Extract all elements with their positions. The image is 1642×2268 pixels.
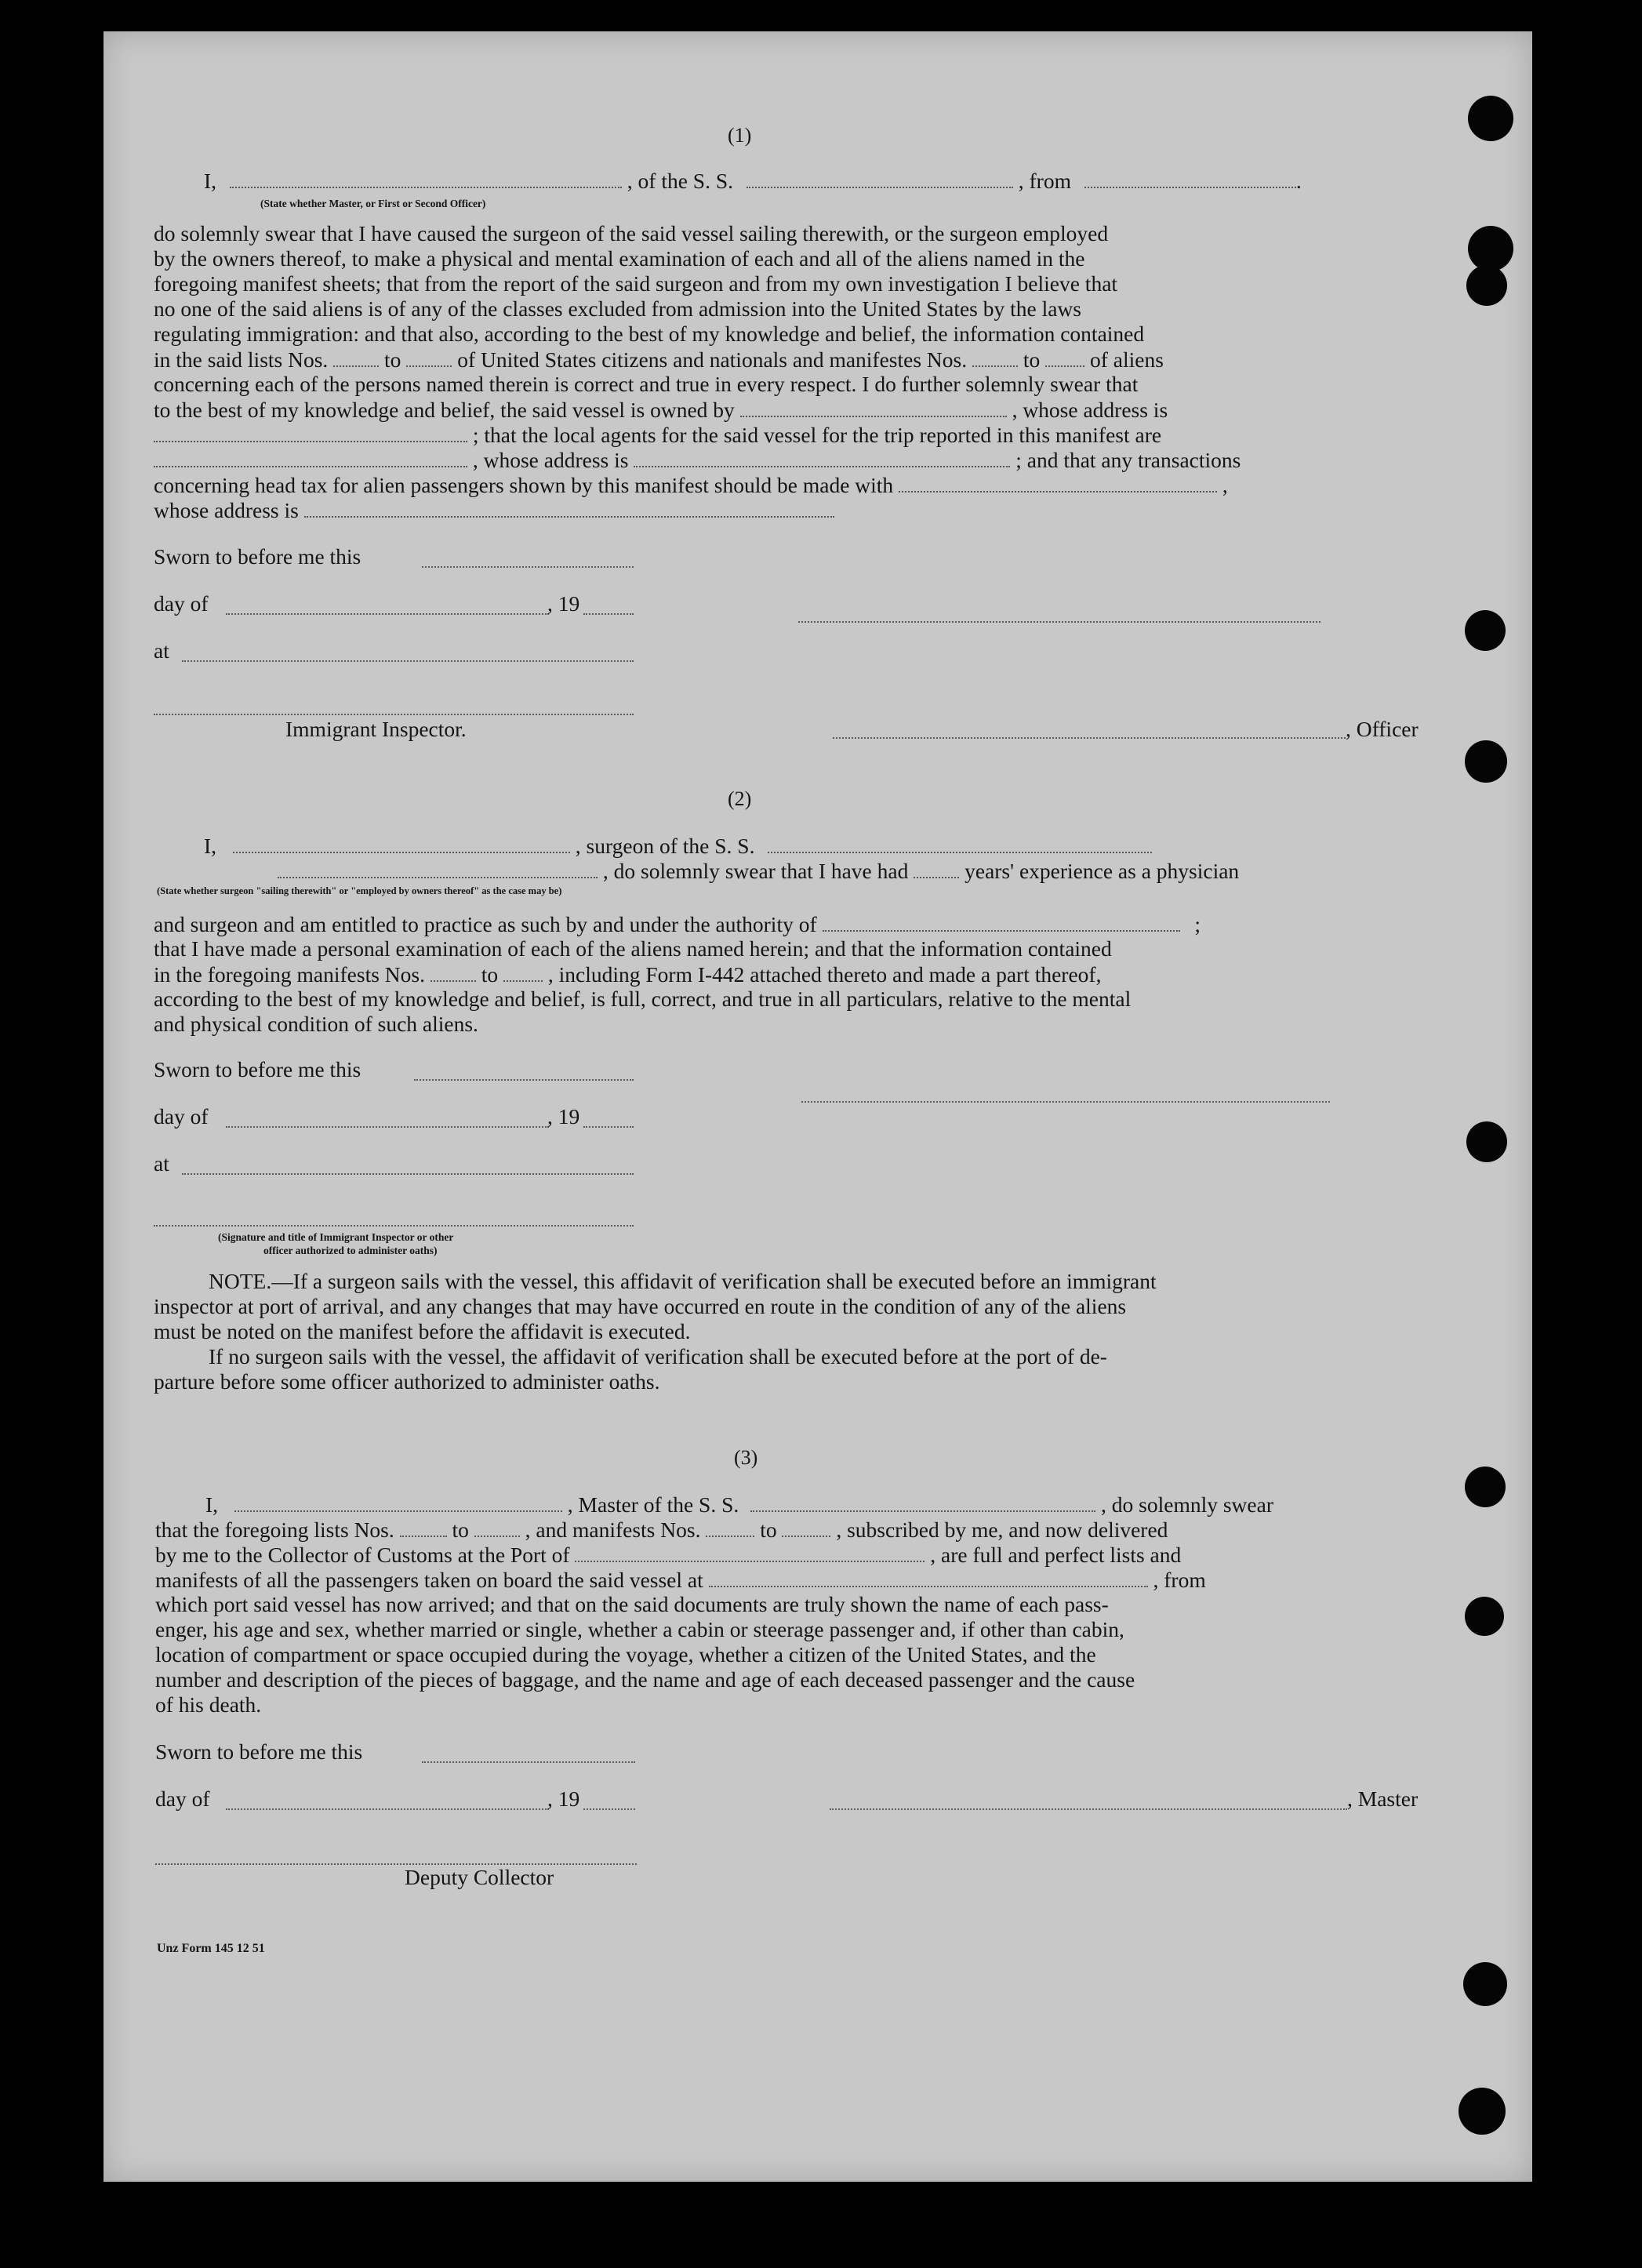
s2-line-3: in the foregoing manifests Nos. to , including Form I-442 attached thereto and made a part thereof, (154, 962, 1102, 987)
section-1-heading: (1) (728, 124, 752, 147)
s2-swear-line: , do solemnly swear that I have had years' experience as a physician (278, 858, 1239, 884)
s1-inspector-label: Immigrant Inspector. (285, 717, 467, 741)
s3-master-label: , Master (1347, 1786, 1419, 1811)
s2-vessel-field[interactable] (768, 833, 1152, 853)
s3-year-field[interactable] (583, 1808, 635, 1810)
s2-header-line: I, , surgeon of the S. S. (204, 833, 1152, 859)
s1-line-5: regulating immigration: and that also, according to the best of my knowledge and belief, the information contained (154, 322, 1145, 346)
s1-line-9: ; that the local agents for the said vessel for the trip reported in this manifest are (154, 422, 1161, 448)
s2-sworn-field[interactable] (414, 1079, 634, 1081)
s2-line-1: and surgeon and am entitled to practice as such by and under the authority of ; (154, 912, 1201, 936)
s1-owner-address-field[interactable] (154, 422, 467, 442)
s2-day-field[interactable] (226, 1126, 549, 1128)
s3-dayof-label: day of (155, 1786, 210, 1811)
s3-line-5: enger, his age and sex, whether married or single, whether a cabin or steerage passenger and, if other than cabin, (155, 1617, 1124, 1641)
s2-manifests-from[interactable] (430, 961, 476, 982)
s2-line-4: according to the best of my knowledge and belief, is full, correct, and true in all particulars, relative to the mental (154, 987, 1132, 1011)
s3-lists-from[interactable] (400, 1517, 447, 1537)
form-number: Unz Form 145 12 51 (157, 1942, 265, 1955)
s1-line-10: , whose address is ; and that any transactions (154, 447, 1241, 473)
s1-officer-sign-line[interactable] (833, 737, 1346, 739)
punch-hole (1468, 96, 1513, 141)
s2-note-3: must be noted on the manifest before the affidavit is executed. (154, 1319, 691, 1343)
s1-sworn-label: Sworn to before me this (154, 544, 361, 569)
s1-line-6: in the said lists Nos. to of United States citizens and nationals and manifestes Nos. to of aliens (154, 347, 1164, 372)
s3-deputy-label: Deputy Collector (405, 1865, 554, 1889)
s3-line-6: location of compartment or space occupied during the voyage, whether a citizen of the United States, and the (155, 1642, 1096, 1666)
s1-right-sign-line[interactable] (798, 621, 1321, 623)
s1-headtax-address-field[interactable] (304, 497, 834, 518)
s1-manifests-to[interactable] (1045, 347, 1084, 367)
s2-manifests-to[interactable] (503, 961, 543, 982)
s1-line-3: foregoing manifest sheets; that from the report of the said surgeon and from my own investigation I believe that (154, 271, 1118, 296)
s1-dayof-label: day of (154, 591, 209, 616)
s3-line-3: manifests of all the passengers taken on board the said vessel at , from (155, 1568, 1206, 1592)
s2-sign-line[interactable] (154, 1225, 634, 1227)
s2-name-field-2[interactable] (278, 858, 598, 878)
s2-dayof-label: day of (154, 1104, 209, 1129)
punch-hole (1465, 1597, 1504, 1636)
s1-agents-address-field[interactable] (634, 447, 1010, 467)
s1-header-line: I, , of the S. S. , from . (204, 169, 1302, 193)
s3-line-8: of his death. (155, 1692, 262, 1717)
s2-year-label: , 19 (547, 1104, 580, 1129)
s1-line-2: by the owners thereof, to make a physical and mental examination of each and all of the aliens named in the (154, 246, 1085, 271)
s1-year-label: , 19 (547, 591, 580, 616)
s1-officer-label: , Officer (1346, 717, 1419, 741)
section-2-heading: (2) (728, 787, 752, 810)
s1-day-field[interactable] (226, 613, 549, 615)
s1-agents-field[interactable] (154, 447, 467, 467)
s3-deputy-sign-line[interactable] (155, 1863, 637, 1865)
s2-right-sign-line[interactable] (801, 1101, 1330, 1103)
punch-hole (1465, 1467, 1506, 1507)
s2-note-5: parture before some officer authorized to administer oaths. (154, 1369, 660, 1394)
s1-at-label: at (154, 638, 169, 663)
s2-name-field[interactable] (233, 833, 570, 853)
s3-header-line: I, , Master of the S. S. , do solemnly swear (205, 1492, 1273, 1517)
s2-years-field[interactable] (914, 858, 959, 878)
s1-line-12: whose address is (154, 497, 834, 523)
s1-from: , from (1018, 169, 1071, 193)
s2-sworn-label: Sworn to before me this (154, 1057, 361, 1081)
punch-hole (1468, 226, 1513, 271)
s2-sig-note-1: (Signature and title of Immigrant Inspector or other (218, 1231, 454, 1243)
s3-manifests-from[interactable] (706, 1517, 754, 1537)
s2-line-5: and physical condition of such aliens. (154, 1012, 478, 1036)
s1-year-field[interactable] (583, 613, 634, 615)
punch-hole (1465, 610, 1506, 651)
s3-vessel-field[interactable] (750, 1492, 1095, 1512)
s1-field-note: (State whether Master, or First or Second Officer) (260, 198, 486, 209)
s1-line-11: concerning head tax for alien passengers shown by this manifest should be made with , (154, 473, 1228, 497)
s1-at-field[interactable] (182, 660, 634, 662)
s1-line-8: to the best of my knowledge and belief, the said vessel is owned by , whose address is (154, 398, 1168, 422)
s2-note-4: If no surgeon sails with the vessel, the affidavit of verification shall be executed before at the port of de- (209, 1344, 1107, 1368)
s3-port-field[interactable] (575, 1542, 925, 1562)
s1-owner-field[interactable] (740, 397, 1007, 417)
form-page (104, 31, 1532, 2182)
s3-line-2: by me to the Collector of Customs at the Port of , are full and perfect lists and (155, 1543, 1182, 1567)
s2-at-label: at (154, 1151, 169, 1176)
s2-note-1: NOTE.—If a surgeon sails with the vessel, this affidavit of verification shall be executed before an immigrant (209, 1269, 1157, 1293)
s1-line-1: do solemnly swear that I have caused the surgeon of the said vessel sailing therewith, or the surgeon employed (154, 221, 1109, 245)
punch-hole (1459, 2088, 1506, 2135)
s1-from-field[interactable] (1084, 168, 1296, 188)
s1-inspector-sign-line[interactable] (154, 714, 634, 715)
s3-sworn-label: Sworn to before me this (155, 1739, 363, 1764)
s3-sworn-field[interactable] (422, 1761, 635, 1763)
s2-authority-field[interactable] (823, 911, 1180, 932)
section-3-heading: (3) (734, 1446, 758, 1469)
s1-vessel-field[interactable] (747, 168, 1013, 188)
punch-hole (1465, 740, 1507, 783)
s2-field-note: (State whether surgeon "sailing therewith" or "employed by owners thereof" as the case may be) (157, 885, 562, 896)
s3-master-sign-line[interactable] (830, 1808, 1347, 1810)
s1-of-ss: , of the S. S. (627, 169, 734, 193)
s1-lists-from[interactable] (333, 347, 379, 367)
s2-at-field[interactable] (182, 1173, 634, 1175)
s3-line-4: which port said vessel has now arrived; and that on the said documents are truly shown the name of each pass- (155, 1592, 1109, 1616)
s1-line-7: concerning each of the persons named therein is correct and true in every respect. I do further solemnly swear that (154, 372, 1139, 396)
s3-manifests-to[interactable] (782, 1517, 830, 1537)
s1-headtax-field[interactable] (899, 472, 1217, 492)
s1-manifests-from[interactable] (972, 347, 1018, 367)
s1-lists-to[interactable] (406, 347, 452, 367)
s3-year-label: , 19 (547, 1786, 580, 1811)
s1-i: I, (204, 169, 217, 193)
s2-note-2: inspector at port of arrival, and any changes that may have occurred en route in the condition of any of the aliens (154, 1294, 1127, 1318)
punch-hole (1463, 1962, 1507, 2006)
s3-name-field[interactable] (234, 1492, 562, 1512)
s2-sig-note-2: officer authorized to administer oaths) (263, 1245, 438, 1256)
s3-line-1: that the foregoing lists Nos. to , and manifests Nos. to , subscribed by me, and now delivered (155, 1517, 1168, 1542)
s2-line-2: that I have made a personal examination of each of the aliens named herein; and that the information contained (154, 936, 1112, 961)
s1-sworn-field[interactable] (422, 566, 634, 568)
punch-hole (1466, 1121, 1507, 1162)
s1-line-4: no one of the said aliens is of any of the classes excluded from admission into the United States by the laws (154, 296, 1082, 321)
s3-lists-to[interactable] (474, 1517, 520, 1537)
punch-hole (1466, 265, 1507, 306)
s3-line-7: number and description of the pieces of baggage, and the name and age of each deceased passenger and the cause (155, 1667, 1135, 1692)
s2-year-field[interactable] (583, 1126, 634, 1128)
s1-name-field[interactable] (230, 168, 622, 188)
s3-day-field[interactable] (226, 1808, 549, 1810)
s3-embark-port-field[interactable] (709, 1567, 1148, 1587)
